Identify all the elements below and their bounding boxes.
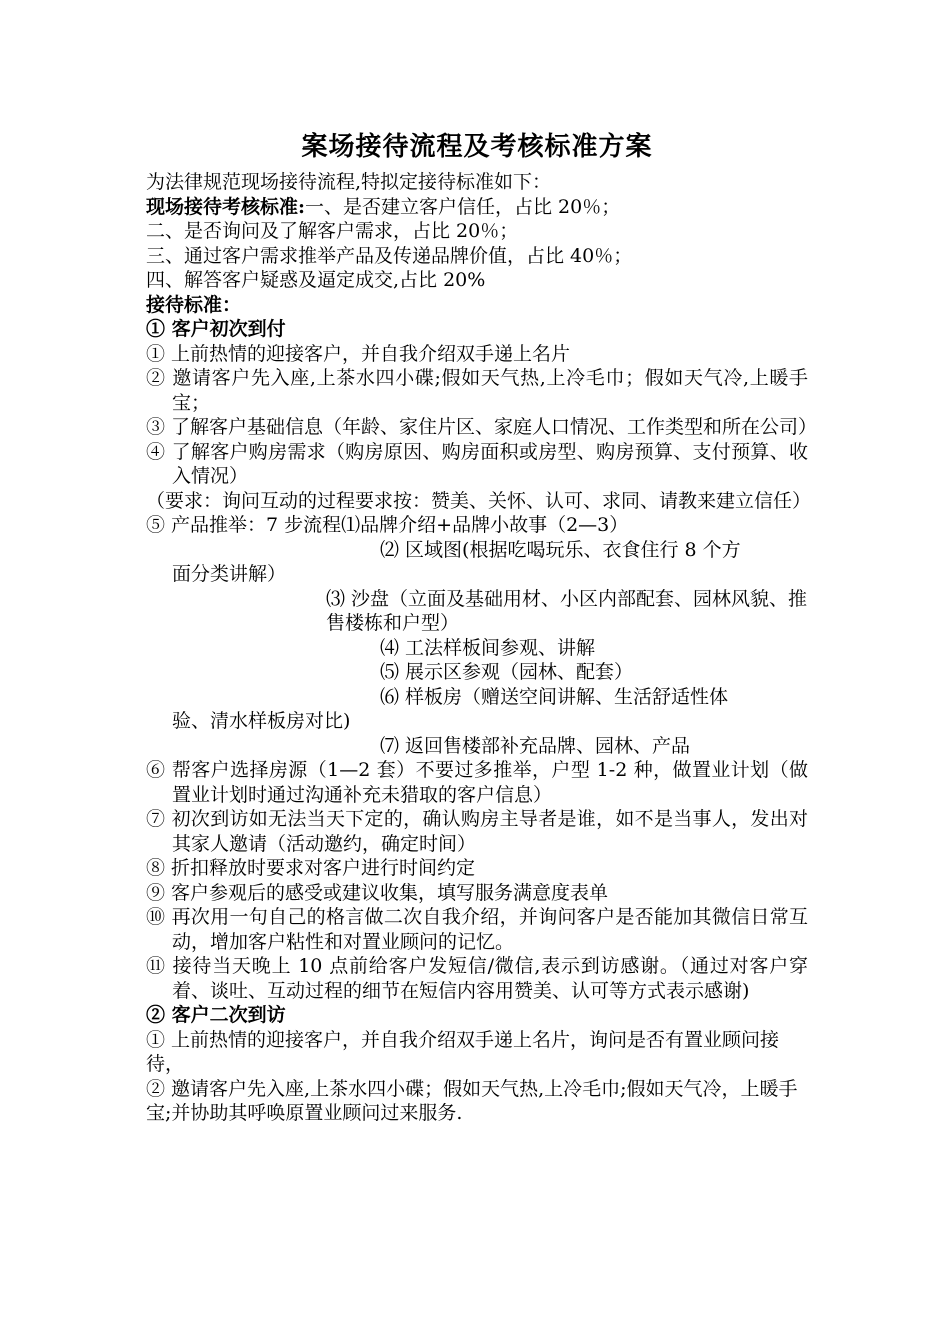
criteria-item-1: 一、是否建立客户信任，占比 20％； [305, 195, 621, 218]
product-step-3: ⑶ 沙盘（立面及基础用材、小区内部配套、园林风貌、推售楼栋和户型） [326, 587, 808, 634]
first-visit-item-11: ⑪ 接待当天晚上 10 点前给客户发短信/微信,表示到访感谢。（通过对客户穿着、谈吐、互动过程的细节在短信内容用赞美、认可等方式表示感谢) [146, 955, 808, 1002]
document-page [146, 130, 818, 1126]
second-visit-heading: ② 客户二次到访 [146, 1004, 286, 1026]
product-step-6-cont: 验、清水样板房对比) [172, 710, 351, 732]
document-title: 案场接待流程及考核标准方案 [301, 132, 653, 162]
first-visit-item-5: ⑤ 产品推举：7 步流程⑴品牌介绍+品牌小故事（2—3） [146, 514, 629, 536]
product-step-7: ⑺ 返回售楼部补充品牌、园林、产品 [380, 734, 691, 757]
product-step-6: ⑹ 样板房（赠送空间讲解、生活舒适性体 [380, 685, 729, 708]
product-step-2-cont: 面分类讲解） [172, 563, 287, 585]
first-visit-item-2: ② 邀请客户先入座,上茶水四小碟;假如天气热,上冷毛巾；假如天气冷,上暖手宝； [146, 367, 808, 414]
product-step-5: ⑸ 展示区参观（园林、配套） [380, 661, 634, 683]
standard-label: 接待标准： [146, 293, 242, 316]
first-visit-item-8: ⑧ 折扣释放时要求对客户进行时间约定 [146, 857, 476, 879]
first-visit-heading: ① 客户初次到付 [146, 318, 286, 340]
second-visit-item-2: ② 邀请客户先入座,上茶水四小碟；假如天气热,上冷毛巾;假如天气冷，上暖手宝;并协助其呼唤原置业顾问过来服务. [146, 1077, 798, 1124]
product-step-4: ⑷ 工法样板间参观、讲解 [380, 636, 596, 659]
criteria-label: 现场接待考核标准: [146, 195, 306, 218]
first-visit-item-7: ⑦ 初次到访如无法当天下定的，确认购房主导者是谁，如不是当事人，发出对其家人邀请（活动邀约，确定时间） [146, 808, 808, 855]
intro-text: 为法律规范现场接待流程,特拟定接待标准如下： [146, 171, 552, 193]
first-visit-item-9: ⑨ 客户参观后的感受或建议收集，填写服务满意度表单 [146, 881, 609, 904]
first-visit-item-1: ① 上前热情的迎接客户，并自我介绍双手递上名片 [146, 342, 571, 365]
criteria-item-3: 三、通过客户需求推举产品及传递品牌价值，占比 40％； [146, 244, 633, 267]
first-visit-item-3: ③ 了解客户基础信息（年龄、家住片区、家庭人口情况、工作类型和所在公司） [146, 416, 818, 438]
criteria-item-2: 二、是否询问及了解客户需求，占比 20％； [146, 220, 519, 242]
first-visit-item-6: ⑥ 帮客户选择房源（1—2 套）不要过多推举，户型 1-2 种，做置业计划（做置业计划时通过沟通补充未猎取的客户信息） [146, 759, 808, 806]
first-visit-item-10: ⑩ 再次用一句自己的格言做二次自我介绍，并询问客户是否能加其微信日常互动，增加客户粘性和对置业顾问的记忆。 [146, 906, 808, 953]
product-step-2: ⑵ 区域图(根据吃喝玩乐、衣食住行 8 个方 [380, 538, 741, 561]
requirement-note: （要求：询问互动的过程要求按：赞美、关怀、认可、求同、请教来建立信任） [146, 489, 812, 512]
second-visit-item-1: ① 上前热情的迎接客户，并自我介绍双手递上名片，询问是否有置业顾问接待， [146, 1028, 780, 1075]
first-visit-item-4: ④ 了解客户购房需求（购房原因、购房面积或房型、购房预算、支付预算、收入情况） [146, 440, 808, 487]
criteria-item-4: 四、解答客户疑惑及逼定成交,占比 20% [146, 269, 486, 291]
criteria-line-1 [146, 195, 808, 220]
